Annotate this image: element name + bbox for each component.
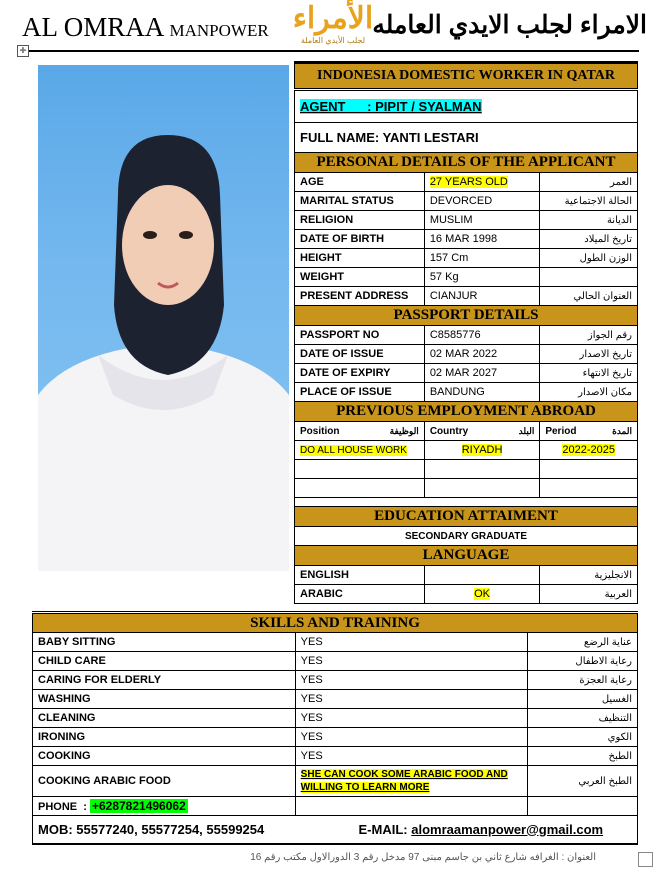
date-of-issue-value: 02 MAR 2022 — [424, 345, 540, 364]
present-address-label-ar: العنوان الحالي — [540, 287, 638, 306]
caring-elderly-value: YES — [295, 671, 527, 690]
agent-row — [295, 90, 638, 123]
date-of-birth-label: DATE OF BIRTH — [295, 230, 425, 249]
phone-value[interactable]: +6287821496062 — [91, 799, 186, 813]
position-column-header — [295, 422, 425, 441]
arabic-label: ARABIC — [295, 585, 425, 604]
cooking-arabic-food-value — [295, 766, 527, 797]
title-row — [295, 63, 638, 90]
document-title: INDONESIA DOMESTIC WORKER IN QATAR — [295, 63, 638, 90]
skills-heading: SKILLS AND TRAINING — [33, 613, 638, 633]
passport-no-value: C8585776 — [424, 326, 540, 345]
height-label: HEIGHT — [295, 249, 425, 268]
religion-label-ar: الديانة — [540, 211, 638, 230]
table-row — [295, 460, 638, 479]
employment-period-text: 2022-2025 — [562, 444, 615, 456]
employment-heading: PREVIOUS EMPLOYMENT ABROAD — [295, 402, 638, 422]
employment-position — [295, 441, 425, 460]
table-row — [33, 709, 638, 728]
table-row — [33, 690, 638, 709]
arabic-label-ar: العربية — [540, 585, 638, 604]
company-name-main: AL OMRAA — [22, 12, 163, 42]
height-label-ar: الوزن الطول — [540, 249, 638, 268]
arabic-value — [424, 585, 540, 604]
personal-heading-row — [295, 153, 638, 173]
applicant-details-table — [294, 61, 638, 604]
place-of-issue-label-ar: مكان الاصدار — [540, 383, 638, 402]
empty-cell — [540, 479, 638, 498]
company-logo — [284, 2, 382, 46]
passport-heading: PASSPORT DETAILS — [295, 306, 638, 326]
position-col-ar: الوظيفة — [389, 425, 419, 436]
place-of-issue-value: BANDUNG — [424, 383, 540, 402]
move-handle-icon[interactable]: ✛ — [17, 45, 29, 57]
full-name-row — [295, 123, 638, 153]
table-row — [295, 585, 638, 604]
phone-label: PHONE : — [38, 801, 87, 813]
empty-cell — [295, 479, 425, 498]
country-column-header — [424, 422, 540, 441]
baby-sitting-value: YES — [295, 633, 527, 652]
contact-cell — [33, 816, 638, 844]
education-heading: EDUCATION ATTAIMENT — [295, 507, 638, 527]
cooking-arabic-food-label: COOKING ARABIC FOOD — [33, 766, 296, 797]
table-row — [33, 671, 638, 690]
education-value: SECONDARY GRADUATE — [295, 527, 638, 546]
logo-text: الأمراء — [292, 2, 374, 35]
period-column-header — [540, 422, 638, 441]
child-care-value: YES — [295, 652, 527, 671]
empty-cell — [295, 797, 527, 816]
ironing-label-ar: الكوي — [528, 728, 638, 747]
date-of-birth-value: 16 MAR 1998 — [424, 230, 540, 249]
email-link[interactable]: alomraamanpower@gmail.com — [411, 821, 604, 837]
portrait-illustration — [38, 65, 289, 571]
table-row — [33, 728, 638, 747]
period-col-ar: المدة — [612, 425, 632, 436]
cleaning-label: CLEANING — [33, 709, 296, 728]
passport-no-label-ar: رقم الجواز — [540, 326, 638, 345]
phone-row — [33, 797, 638, 816]
email-label: E-MAIL: — [358, 821, 408, 837]
table-row — [33, 633, 638, 652]
table-row — [295, 364, 638, 383]
date-of-issue-label: DATE OF ISSUE — [295, 345, 425, 364]
age-value — [424, 173, 540, 192]
period-col-en: Period — [545, 425, 577, 437]
spacer-row — [295, 498, 638, 507]
empty-cell — [424, 479, 540, 498]
weight-label: WEIGHT — [295, 268, 425, 287]
mobile-numbers: MOB: 55577240, 55577254, 55599254 — [38, 821, 265, 837]
phone-cell — [33, 797, 296, 816]
caring-elderly-label: CARING FOR ELDERLY — [33, 671, 296, 690]
country-col-ar: البلد — [518, 425, 535, 436]
table-row — [295, 566, 638, 585]
cooking-value: YES — [295, 747, 527, 766]
arabic-company-title: الامراء لجلب الايدي العامله — [372, 11, 647, 39]
table-row — [295, 441, 638, 460]
table-row — [295, 230, 638, 249]
logo-subtext: لجلب الأيدي العاملة — [300, 36, 366, 45]
arabic-value-text: OK — [474, 588, 491, 600]
english-value — [424, 566, 540, 585]
table-row — [33, 652, 638, 671]
baby-sitting-label-ar: عناية الرضع — [528, 633, 638, 652]
cooking-arabic-food-text: SHE CAN COOK SOME ARABIC FOOD AND WILLING TO LEARN MORE — [300, 769, 508, 793]
empty-cell — [295, 498, 638, 507]
caring-elderly-label-ar: رعاية العجزة — [528, 671, 638, 690]
child-care-label-ar: رعاية الاطفال — [528, 652, 638, 671]
height-value: 157 Cm — [424, 249, 540, 268]
resize-handle[interactable] — [638, 852, 653, 867]
religion-value: MUSLIM — [424, 211, 540, 230]
age-label: AGE — [295, 173, 425, 192]
washing-label: WASHING — [33, 690, 296, 709]
table-row — [295, 479, 638, 498]
email-block — [359, 822, 604, 837]
language-heading: LANGUAGE — [295, 546, 638, 566]
baby-sitting-label: BABY SITTING — [33, 633, 296, 652]
cleaning-value: YES — [295, 709, 527, 728]
table-row — [295, 173, 638, 192]
table-row — [295, 192, 638, 211]
education-row — [295, 527, 638, 546]
employment-columns-row — [295, 422, 638, 441]
cleaning-label-ar: التنظيف — [528, 709, 638, 728]
applicant-photo — [38, 65, 289, 571]
contact-row — [33, 816, 638, 844]
country-col-en: Country — [429, 425, 469, 437]
empty-cell — [540, 460, 638, 479]
age-label-ar: العمر — [540, 173, 638, 192]
position-col-en: Position — [300, 425, 340, 437]
passport-heading-row — [295, 306, 638, 326]
employment-heading-row — [295, 402, 638, 422]
religion-label: RELIGION — [295, 211, 425, 230]
agent-value: AGENT : PIPIT / SYALMAN — [300, 99, 482, 114]
empty-cell — [424, 460, 540, 479]
date-of-issue-label-ar: تاريخ الاصدار — [540, 345, 638, 364]
date-of-birth-label-ar: تاريخ الميلاد — [540, 230, 638, 249]
skills-heading-row — [33, 613, 638, 633]
employment-country — [424, 441, 540, 460]
table-row — [295, 326, 638, 345]
ironing-value: YES — [295, 728, 527, 747]
cooking-label-ar: الطبخ — [528, 747, 638, 766]
empty-cell — [528, 797, 638, 816]
date-of-expiry-value: 02 MAR 2027 — [424, 364, 540, 383]
company-name — [22, 12, 269, 43]
table-row — [295, 287, 638, 306]
employment-position-text: DO ALL HOUSE WORK — [300, 445, 407, 456]
date-of-expiry-label-ar: تاريخ الانتهاء — [540, 364, 638, 383]
employment-period — [540, 441, 638, 460]
header-rule — [18, 50, 639, 52]
weight-value: 57 Kg — [424, 268, 540, 287]
english-label-ar: الانجليزية — [540, 566, 638, 585]
table-row — [295, 383, 638, 402]
ironing-label: IRONING — [33, 728, 296, 747]
marital-status-value: DEVORCED — [424, 192, 540, 211]
washing-value: YES — [295, 690, 527, 709]
age-value-text: 27 YEARS OLD — [429, 176, 508, 188]
language-heading-row — [295, 546, 638, 566]
full-name: FULL NAME: YANTI LESTARI — [295, 123, 638, 153]
personal-heading: PERSONAL DETAILS OF THE APPLICANT — [295, 153, 638, 173]
footer-address: العنوان : الغرافه شارع ثاني بن جاسم مبنى 97 مدخل رقم 3 الدورالاول مكتب رقم 16 — [250, 852, 596, 863]
child-care-label: CHILD CARE — [33, 652, 296, 671]
washing-label-ar: الغسيل — [528, 690, 638, 709]
marital-status-label: MARITAL STATUS — [295, 192, 425, 211]
cooking-arabic-food-label-ar: الطبخ العربي — [528, 766, 638, 797]
education-heading-row — [295, 507, 638, 527]
table-row — [33, 747, 638, 766]
empty-cell — [295, 460, 425, 479]
table-row — [295, 345, 638, 364]
table-row — [295, 249, 638, 268]
present-address-value: CIANJUR — [424, 287, 540, 306]
english-label: ENGLISH — [295, 566, 425, 585]
employment-country-text: RIYADH — [461, 444, 503, 456]
passport-no-label: PASSPORT NO — [295, 326, 425, 345]
table-row — [295, 211, 638, 230]
marital-status-label-ar: الحالة الاجتماعية — [540, 192, 638, 211]
present-address-label: PRESENT ADDRESS — [295, 287, 425, 306]
place-of-issue-label: PLACE OF ISSUE — [295, 383, 425, 402]
table-row — [33, 766, 638, 797]
cooking-label: COOKING — [33, 747, 296, 766]
table-row — [295, 268, 638, 287]
skills-table — [32, 611, 638, 845]
weight-label-ar — [540, 268, 638, 287]
company-name-sub: MANPOWER — [169, 21, 269, 40]
date-of-expiry-label: DATE OF EXPIRY — [295, 364, 425, 383]
